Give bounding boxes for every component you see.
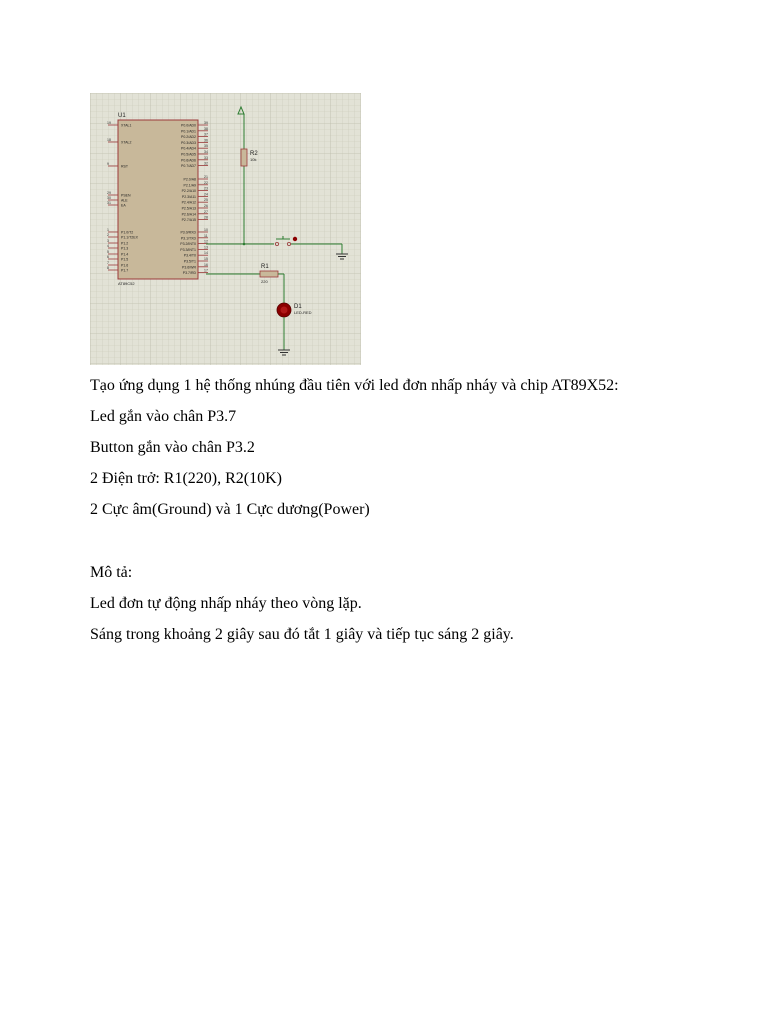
description-line-2: Sáng trong khoảng 2 giây sau đó tắt 1 giây và tiếp tục sáng 2 giây. bbox=[90, 626, 514, 643]
r1-label: R1 bbox=[261, 264, 269, 270]
chip-pin-number: 37 bbox=[204, 132, 208, 137]
chip-pin-number: 31 bbox=[107, 201, 111, 205]
chip-pin-name: EA bbox=[121, 203, 126, 208]
chip-pin-number: 24 bbox=[204, 192, 208, 197]
chip-pin-name: P2.1/A9 bbox=[183, 183, 196, 188]
r1-value: 220 bbox=[261, 279, 268, 284]
chip-pin-name: P2.4/A12 bbox=[181, 200, 196, 205]
chip-ref-label: U1 bbox=[118, 113, 126, 119]
chip-pin-name: XTAL1 bbox=[121, 123, 132, 128]
d1-value: LED-RED bbox=[294, 310, 312, 315]
chip-pin-name: P1.4 bbox=[121, 252, 129, 257]
chip-pin-number: 7 bbox=[107, 261, 109, 265]
chip-pin-number: 26 bbox=[204, 204, 208, 208]
chip-pin-number: 3 bbox=[107, 239, 109, 243]
chip-pin-name: P3.2/INT0 bbox=[180, 242, 196, 247]
chip-pin-name: P3.0/RXD bbox=[180, 230, 196, 235]
chip-pin-number: 13 bbox=[204, 245, 208, 250]
chip-pin-name: P0.4/AD4 bbox=[181, 146, 196, 151]
chip-pin-number: 18 bbox=[107, 138, 111, 142]
r2-value: 10k bbox=[250, 157, 257, 162]
power-ground-line: 2 Cực âm(Ground) và 1 Cực dương(Power) bbox=[90, 501, 370, 518]
d1-label: D1 bbox=[294, 304, 302, 310]
chip-pin-number: 22 bbox=[204, 180, 208, 185]
chip-pin-name: XTAL2 bbox=[121, 140, 132, 145]
chip-pin-name: P1.5 bbox=[121, 257, 129, 262]
chip-pin-name: RST bbox=[121, 164, 128, 169]
chip-pin-number: 19 bbox=[107, 121, 111, 125]
chip-pin-number: 28 bbox=[204, 215, 208, 220]
chip-pin-name: P2.0/A8 bbox=[183, 177, 196, 182]
r2-label: R2 bbox=[250, 151, 258, 157]
chip-pin-name: P2.2/A10 bbox=[181, 189, 196, 194]
chip-pin-name: P3.3/INT1 bbox=[180, 247, 196, 252]
chip-pin-number: 5 bbox=[107, 250, 109, 254]
chip-pin-number: 1 bbox=[107, 228, 109, 232]
r1-resistor bbox=[260, 271, 278, 277]
chip-pin-name: P0.1/AD1 bbox=[181, 129, 196, 134]
button-pin-line: Button gắn vào chân P3.2 bbox=[90, 439, 255, 456]
chip-pin-number: 8 bbox=[107, 266, 109, 270]
chip-pin-number: 14 bbox=[204, 251, 208, 256]
chip-pin-number: 30 bbox=[107, 196, 111, 200]
chip-pin-name: P3.7/RD bbox=[182, 271, 196, 276]
chip-pin-number: 32 bbox=[204, 161, 208, 166]
chip-pin-name: P2.7/A15 bbox=[181, 218, 196, 223]
chip-pin-number: 12 bbox=[204, 239, 208, 244]
chip-pin-number: 21 bbox=[204, 175, 208, 179]
led-pin-line: Led gắn vào chân P3.7 bbox=[90, 408, 237, 425]
chip-pin-number: 9 bbox=[107, 162, 109, 166]
chip-pin-name: P0.2/AD2 bbox=[181, 135, 196, 140]
intro-line: Tạo ứng dụng 1 hệ thống nhúng đầu tiên với led đơn nhấp nháy và chip AT89X52: bbox=[90, 377, 619, 394]
chip-pin-number: 23 bbox=[204, 186, 208, 191]
chip-pin-number: 16 bbox=[204, 262, 208, 267]
led-icon bbox=[277, 303, 291, 317]
chip-pin-name: PSEN bbox=[121, 193, 131, 198]
chip-pin-number: 33 bbox=[204, 155, 208, 160]
chip-pin-number: 27 bbox=[204, 209, 208, 214]
chip-pin-number: 2 bbox=[107, 233, 109, 237]
chip-pin-number: 6 bbox=[107, 255, 109, 259]
circuit-schematic bbox=[90, 93, 361, 365]
chip-pin-name: P2.6/A14 bbox=[181, 212, 196, 217]
chip-pin-name: P3.5/T1 bbox=[183, 259, 196, 264]
chip-pin-number: 4 bbox=[107, 244, 109, 248]
chip-pin-name: P0.0/AD0 bbox=[181, 123, 196, 128]
chip-pin-number: 35 bbox=[204, 144, 208, 149]
chip-pin-name: P1.7 bbox=[121, 268, 129, 273]
chip-name-label: AT89C52 bbox=[118, 281, 135, 286]
description-heading: Mô tả: bbox=[90, 564, 133, 581]
chip-pin-name: P0.5/AD5 bbox=[181, 152, 196, 157]
chip-pin-name: P0.3/AD3 bbox=[181, 140, 196, 145]
description-line-1: Led đơn tự động nhấp nháy theo vòng lặp. bbox=[90, 595, 362, 612]
chip-pin-name: P2.5/A13 bbox=[181, 206, 196, 211]
chip-pin-number: 25 bbox=[204, 198, 208, 203]
chip-pin-name: P3.6/WR bbox=[181, 265, 196, 270]
resistor-line: 2 Điện trở: R1(220), R2(10K) bbox=[90, 470, 282, 487]
chip-pin-number: 38 bbox=[204, 126, 208, 131]
chip-pin-number: 15 bbox=[204, 257, 208, 261]
chip-pin-number: 36 bbox=[204, 138, 208, 143]
chip-pin-name: P3.4/T0 bbox=[183, 253, 196, 258]
chip-pin-name: P0.7/AD7 bbox=[181, 164, 196, 169]
chip-pin-name: P1.6 bbox=[121, 263, 129, 268]
chip-pin-number: 17 bbox=[204, 268, 208, 273]
chip-pin-number: 11 bbox=[204, 233, 208, 238]
chip-pin-name: P3.1/TXD bbox=[180, 236, 196, 241]
chip-pin-number: 29 bbox=[107, 191, 111, 195]
r2-resistor bbox=[241, 149, 247, 166]
chip-pin-name: P1.2 bbox=[121, 241, 129, 246]
chip-pin-number: 39 bbox=[204, 121, 208, 125]
chip-pin-name: P0.6/AD6 bbox=[181, 158, 196, 163]
chip-pin-number: 10 bbox=[204, 228, 208, 232]
chip-pin-name: P2.3/A11 bbox=[181, 194, 196, 199]
chip-pin-name: P1.3 bbox=[121, 246, 129, 251]
chip-pin-name: P1.0/T2 bbox=[121, 230, 134, 235]
chip-pin-number: 34 bbox=[204, 150, 208, 154]
chip-pin-name: ALE bbox=[121, 198, 128, 203]
chip-pin-name: P1.1/T2EX bbox=[121, 235, 138, 240]
